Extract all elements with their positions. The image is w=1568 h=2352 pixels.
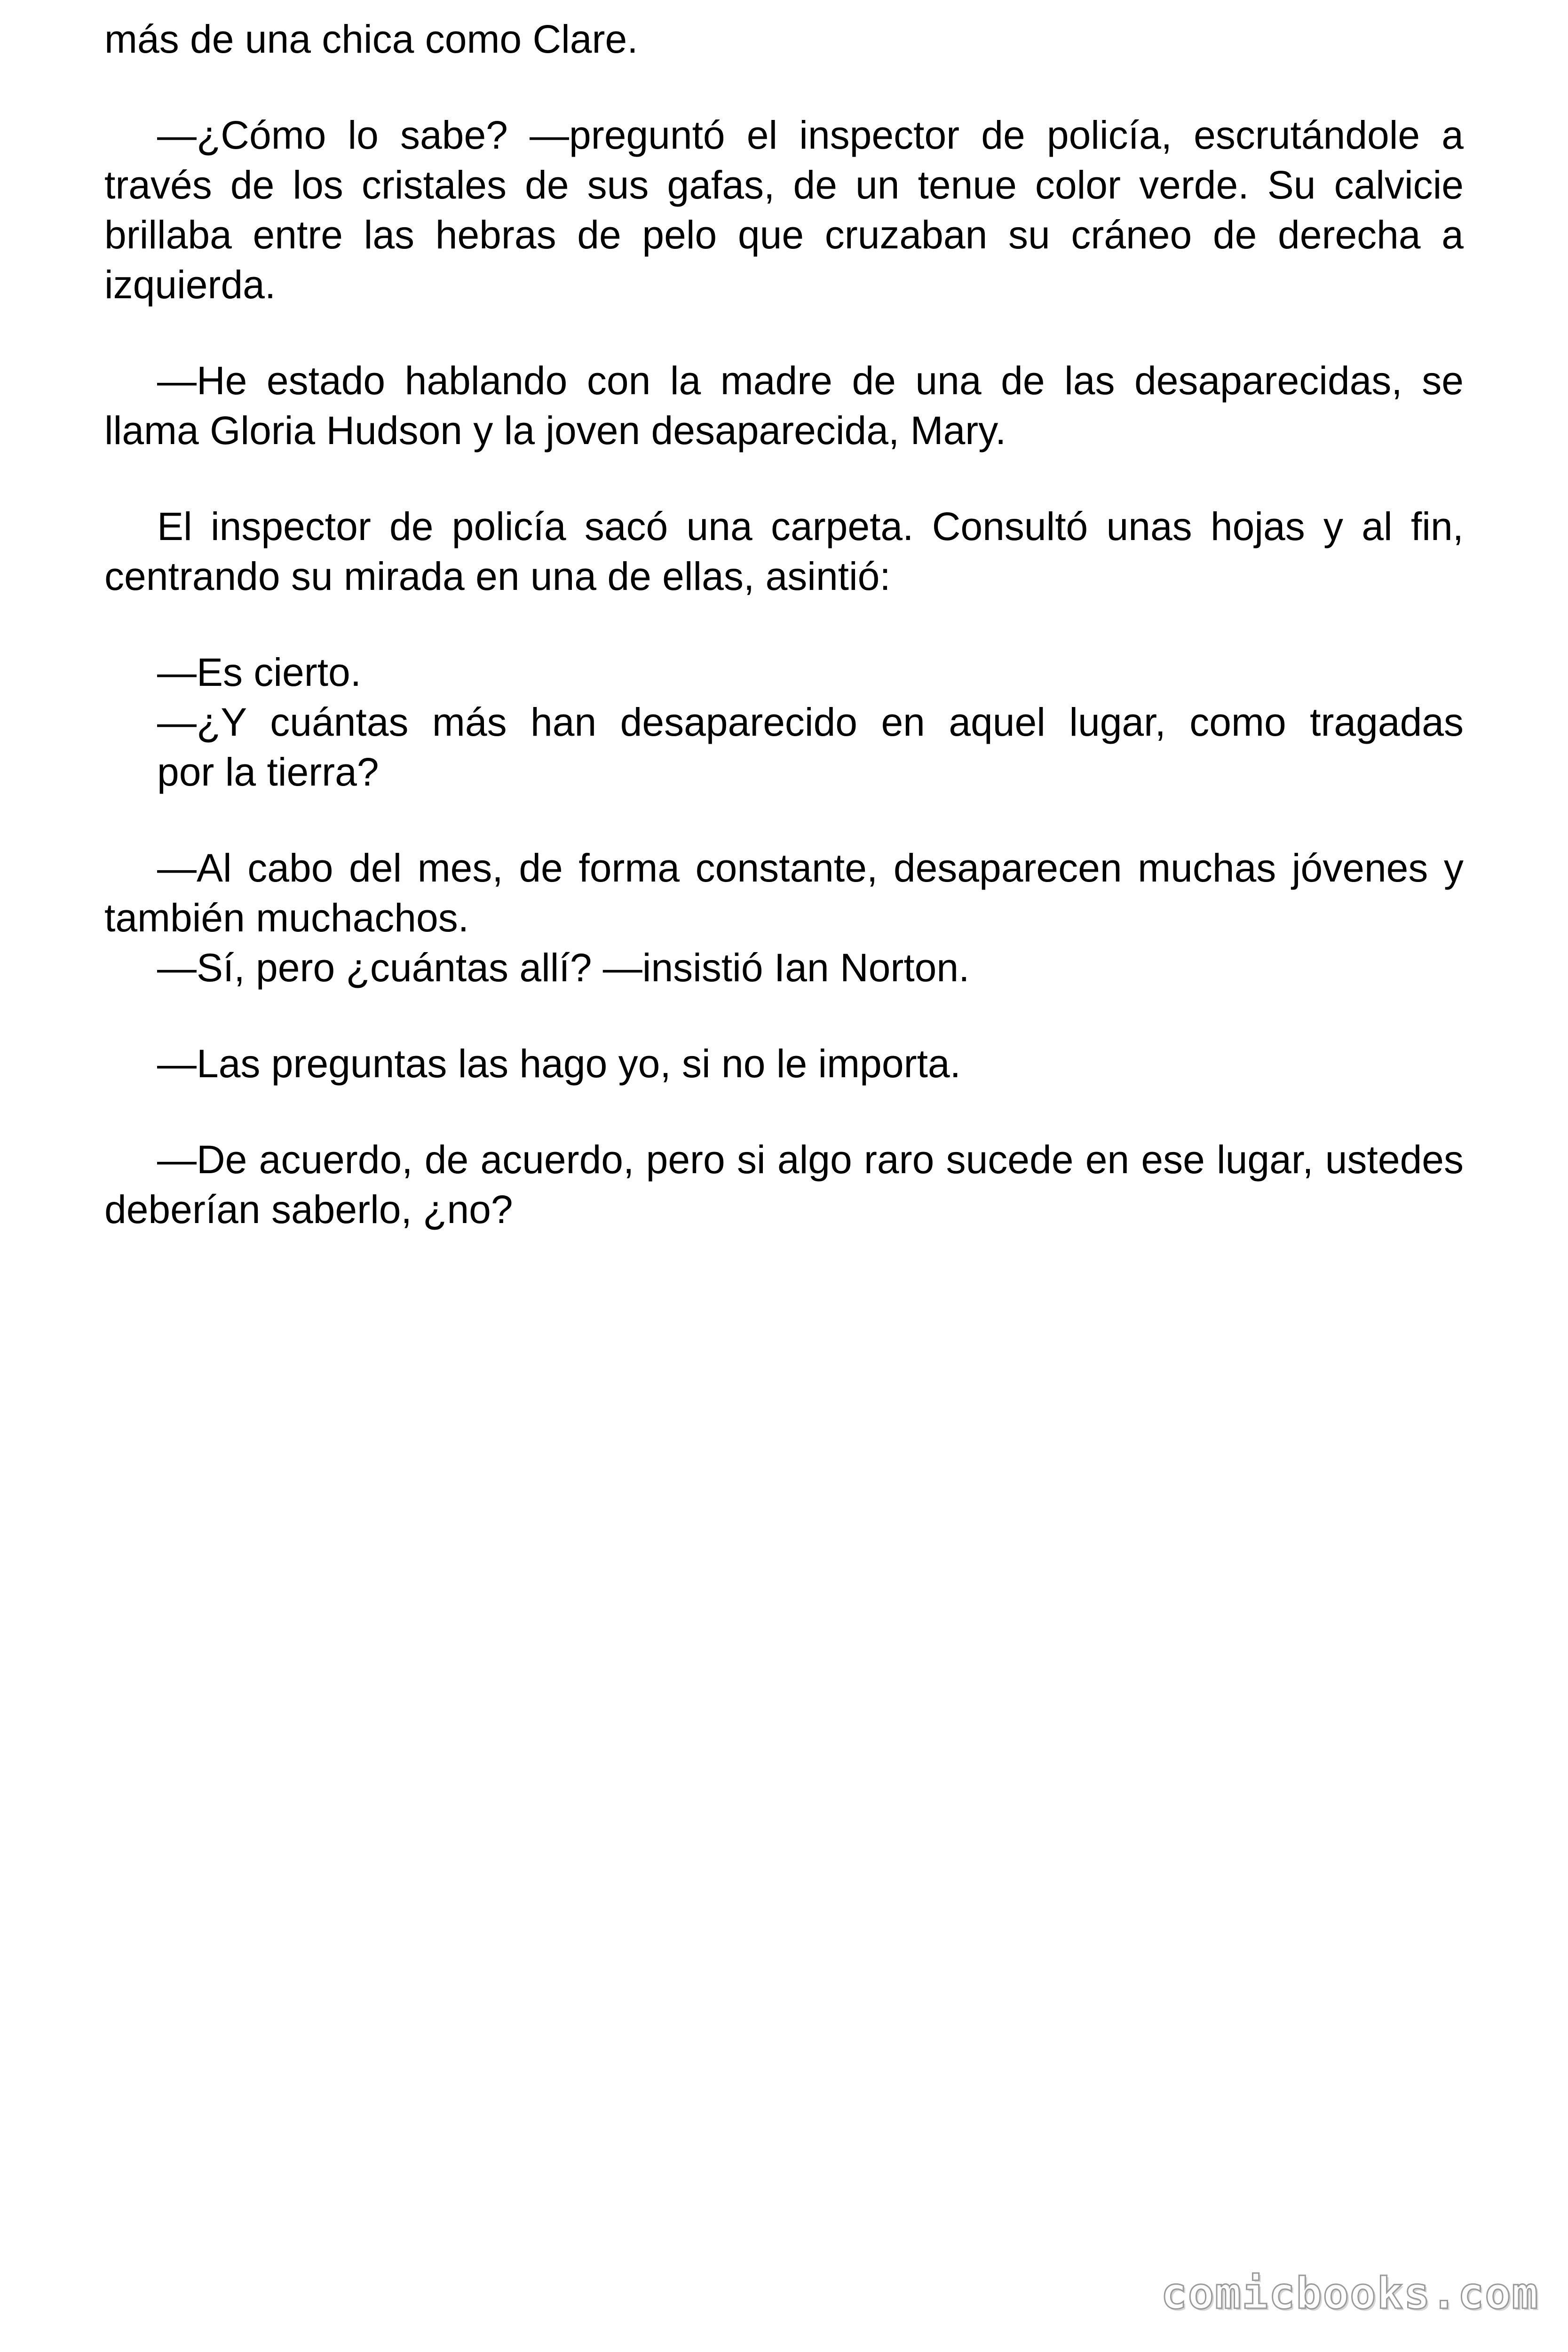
paragraph-dialogue-de-acuerdo: —De acuerdo, de acuerdo, pero si algo raro sucede en ese lugar, ustedes deberían saberlo, ¿no? xyxy=(104,1137,1464,1232)
paragraph-dialogue-preguntas: —Las preguntas las hago yo, si no le importa. xyxy=(157,1041,961,1086)
paragraph-dialogue-insistio: —Sí, pero ¿cuántas allí? —insistió Ian Norton. xyxy=(157,946,970,990)
paragraph-line: por la tierra? xyxy=(157,750,379,794)
paragraph-dialogue-es-cierto: —Es cierto. xyxy=(157,650,362,694)
paragraph-dialogue-al-cabo: —Al cabo del mes, de forma constante, desaparecen muchas jóvenes y también muchachos. xyxy=(104,846,1464,940)
paragraph-narration-folder: El inspector de policía sacó una carpeta. Consultó unas hojas y al fin, centrando su mirada en una de ellas, asintió: xyxy=(104,504,1464,598)
paragraph-dialogue-cuantas xyxy=(104,697,1464,797)
watermark-logo: comicbooks.com xyxy=(1161,2268,1539,2319)
paragraph-continuation: más de una chica como Clare. xyxy=(104,17,638,61)
paragraph-dialogue-inspector: —¿Cómo lo sabe? —preguntó el inspector de policía, escrutándole a través de los cristales de sus gafas, de un tenue color verde. Su calvicie brillaba entre las hebras de pelo que cruzaban su cráneo de derecha a izquierda. xyxy=(104,113,1464,307)
paragraph-dialogue-mother: —He estado hablando con la madre de una de las desaparecidas, se llama Gloria Hudson y la joven desaparecida, Mary. xyxy=(104,358,1464,453)
paragraph-line: —¿Y cuántas más han desaparecido en aquel lugar, como tragadas xyxy=(157,700,1464,744)
body-text xyxy=(104,14,1464,1234)
